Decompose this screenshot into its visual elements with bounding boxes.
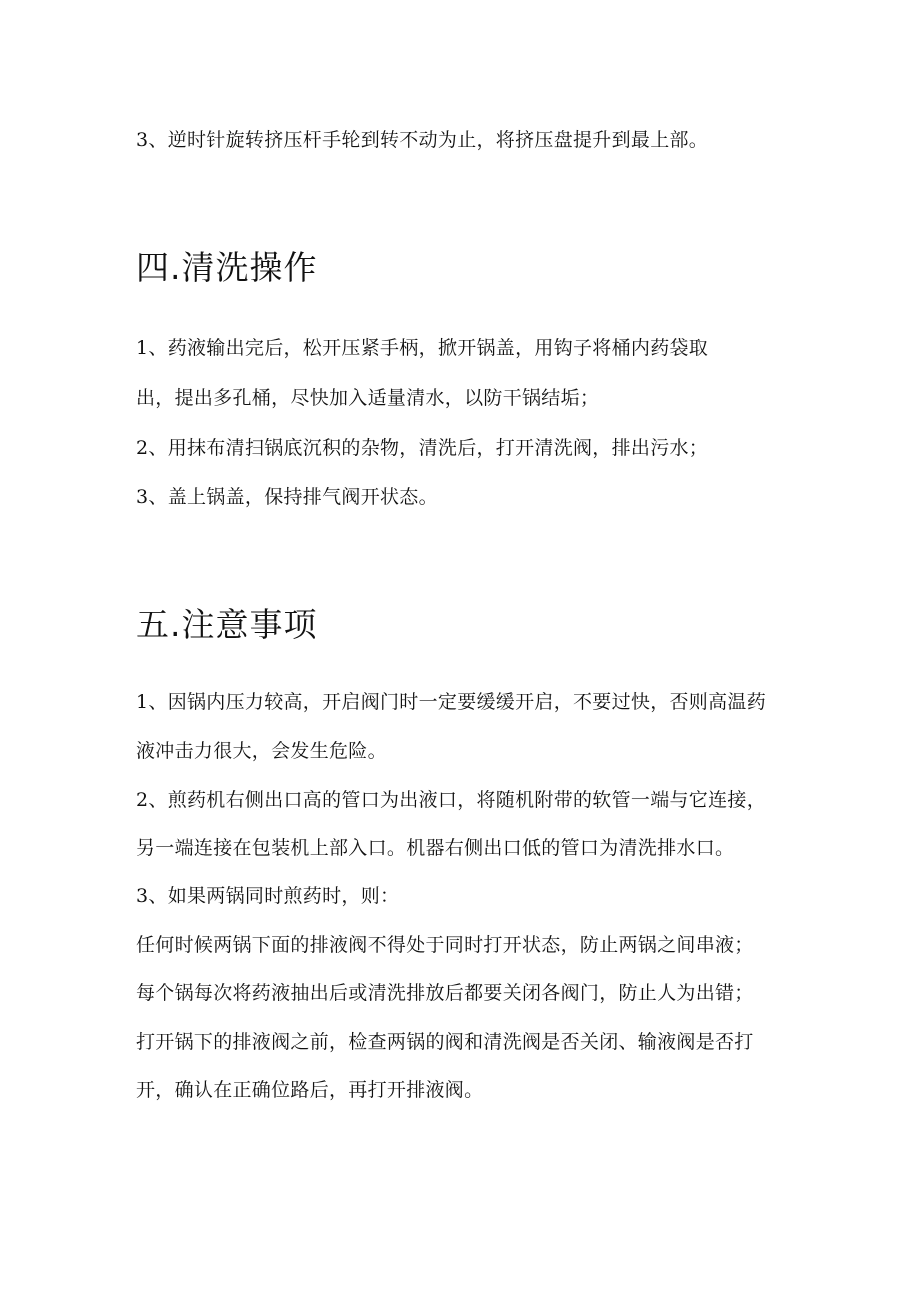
paragraph-line: 3、如果两锅同时煎药时，则： <box>136 885 400 907</box>
paragraph-line: 每个锅每次将药液抽出后或清洗排放后都要关闭各阀门，防止人为出错； <box>136 982 754 1004</box>
paragraph-line: 打开锅下的排液阀之前，检查两锅的阀和清洗阀是否关闭、输液阀是否打 <box>136 1031 754 1053</box>
paragraph-line: 开，确认在正确位路后，再打开排液阀。 <box>136 1079 484 1101</box>
paragraph-line: 任何时候两锅下面的排液阀不得处于同时打开状态，防止两锅之间串液； <box>136 934 754 956</box>
section-heading-notes: 五.注意事项 <box>136 605 318 644</box>
paragraph-line: 3、逆时针旋转挤压杆手轮到转不动为止，将挤压盘提升到最上部。 <box>136 129 709 151</box>
paragraph-line: 1、因锅内压力较高，开启阀门时一定要缓缓开启，不要过快，否则高温药 <box>136 691 766 713</box>
paragraph-line: 液冲击力很大，会发生危险。 <box>136 740 387 762</box>
paragraph-line: 2、煎药机右侧出口高的管口为出液口，将随机附带的软管一端与它连接， <box>136 789 766 811</box>
paragraph-line: 2、用抹布清扫锅底沉积的杂物，清洗后，打开清洗阀，排出污水； <box>136 437 709 459</box>
paragraph-line: 3、盖上锅盖，保持排气阀开状态。 <box>136 486 438 508</box>
section-heading-cleaning: 四.清洗操作 <box>136 248 318 287</box>
paragraph-line: 另一端连接在包装机上部入口。机器右侧出口低的管口为清洗排水口。 <box>136 837 735 859</box>
paragraph-line: 出，提出多孔桶，尽快加入适量清水，以防干锅结垢； <box>136 387 600 409</box>
paragraph-line: 1、药液输出完后，松开压紧手柄，掀开锅盖，用钩子将桶内药袋取 <box>136 337 709 359</box>
